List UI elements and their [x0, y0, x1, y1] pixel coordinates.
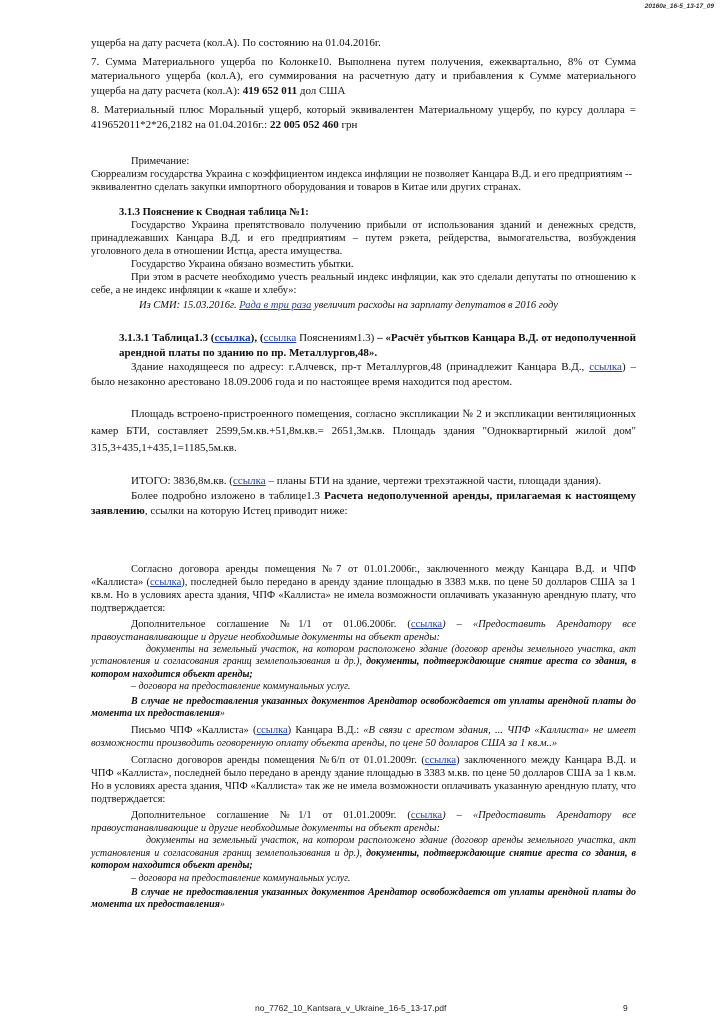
text: Здание находящееся по адресу: г.Алчевск, пр-т Металлургов,48 (принадлежит Канцара В.Д., [131, 361, 585, 373]
table-link[interactable]: ссылка [214, 332, 251, 344]
media-quote [91, 299, 636, 312]
paragraph-item-7 [91, 55, 636, 99]
text: , ссылки на которую Истец приводит ниже: [144, 505, 348, 517]
quote-utilities-2009: – договора на предоставление коммунальных услуг. [131, 872, 351, 884]
media-link[interactable]: Рада в три раза [239, 300, 312, 311]
paragraph-addendum-2009 [91, 809, 636, 835]
amount-usd: 419 652 011 [242, 84, 298, 97]
text: 3.1.3.1 Таблица1.3 ( [119, 332, 215, 344]
lease-2006-link[interactable]: ссылка [150, 577, 182, 588]
text: дол США [299, 84, 346, 97]
text: В случае не предоставления указанных документов Арендатор освобождается от уплаты арендной платы до момента их предоставления [91, 695, 636, 720]
text: документы на земельный участок, на котором расположено здание (договор аренды земельного участка, акт установления и согласования границ землепользования и др.), [91, 644, 636, 668]
text: ) – «Предоставить Арендатору все правоустанавливающие и другие необходимые документы на объект аренды: [91, 619, 636, 643]
text: «В связи с арестом здания, ... ЧПФ «Каллиста» не имеет возможности производить оговоренную оплату объекта аренды, по цене 50 долларов США за 1 кв.м..» [91, 725, 637, 750]
text: документы, подтверждающие снятие ареста со здания, в котором находится объект аренды; [91, 656, 636, 680]
quote-documents-2009 [91, 835, 636, 872]
text: Дополнительное соглашение №1/1 от 01.06.2006г. ( [131, 619, 411, 630]
ownership-link[interactable]: ссылка [589, 361, 622, 373]
quote-condition-2009 [91, 887, 636, 912]
text: ) – было незаконно арестовано 18.09.2006 года и по настоящее время находится под арестом. [91, 361, 636, 388]
paragraph-obstruction: Государство Украина препятствовало получению прибыли от использования зданий и денежных средств, принадлежавших Канцара В.Д. и его предприятиям – путем рэкета, рейдерства, вымогательства, возбуждения уголовного дела в отношении Истца, ареста имущества. [91, 220, 636, 257]
footer-filename: no_7762_10_Kantsara_v_Ukraine_16-5_13-17.pdf [255, 1003, 447, 1013]
addendum-2006-link[interactable]: ссылка [410, 619, 443, 630]
letter-link[interactable]: ссылка [256, 725, 288, 737]
text: Письмо ЧПФ «Каллиста» ( [131, 725, 257, 737]
quote-documents-2006 [91, 644, 636, 681]
note-text: Сюрреализм государства Украина с коэффициентом индекса инфляции не позволяет Канцара В.Д. и его предприятиям -- эквивалентно сделать закупки импортного оборудования и товаров в Китае или других странах. [91, 169, 632, 193]
explanation-link[interactable]: ссылка [263, 332, 297, 344]
text: » [219, 899, 225, 911]
text: Более подробно изложено в таблице1.3 [131, 490, 325, 502]
text: Пояснениям1.3) [296, 332, 375, 344]
paragraph-lease-2006 [91, 563, 636, 615]
paragraph-area: Площадь встроено-пристроенного помещения, согласно экспликации № 2 и экспликации вентиляционных камер БТИ, составляет 2599,5м.кв.+51,8м.кв.= 2651,3м.кв. Площадь здания "Одноквартирный жилой дом" 315,3+435,1+435,1=1185,5м.кв. [91, 408, 636, 454]
paragraph-lease-2009 [91, 754, 636, 806]
text: » [219, 708, 225, 720]
section-heading-3-1-3-1 [91, 331, 636, 360]
quote-utilities-2006: – договора на предоставление коммунальных услуг. [131, 681, 351, 693]
note-heading: Примечание: [131, 156, 190, 167]
text: ) – «Предоставить Арендатору все правоустанавливающие и другие необходимые документы на объект аренды: [91, 810, 636, 835]
amount-uah: 22 005 052 460 [269, 118, 339, 131]
text: – планы БТИ на здание, чертежи трехэтажной части, площади здания). [265, 475, 602, 487]
text: Согласно договора аренды помещения №7 от 01.01.2006г., заключенного между Канцара В.Д. и ЧПФ «Каллиста» ( [91, 564, 636, 588]
text: ущерба на дату расчета (кол.А). По состоянию на 01.04.2016г. [91, 37, 381, 49]
section-heading-3-1-3: 3.1.3 Пояснение к Сводная таблица №1: [119, 207, 309, 218]
paragraph-letter [91, 724, 636, 750]
text: ИТОГО: 3836,8м.кв. ( [131, 475, 233, 487]
addendum-2009-link[interactable]: ссылка [410, 810, 443, 822]
text: 8. Материальный плюс Моральный ущерб, который эквивалентен Материальному ущербу, по курсу доллара = 419652011*2*26,2182 на 01.04.2016г.: [91, 104, 636, 131]
text: Согласно договоров аренды помещения №6/п от 01.01.2009г. ( [131, 755, 425, 767]
text: ), последней было передано в аренду здание площадью в 3383 м.кв. по цене 50 долларов США за 1 кв.м. Но в условиях ареста здания, ЧПФ «Каллиста» не имела возможности оплачивать указанную арендную плату, что подтверждается: [91, 577, 636, 614]
paragraph-addendum-2006 [91, 618, 636, 644]
lease-2009-link[interactable]: ссылка [424, 755, 457, 767]
text: ) заключенного между Канцара В.Д. и ЧПФ «Каллиста», последней было передано в аренду здание площадью в 3383 м.кв. по цене 50 долларов США за 1 кв.м. Но в условиях ареста здания, ЧПФ «Каллиста» так же не имела возможности оплачивать указанную арендную плату, что подтверждается: [91, 755, 636, 806]
paragraph-building-address [91, 360, 636, 389]
text: документы, подтверждающие снятие ареста со здания, в котором находится объект аренды; [91, 847, 636, 872]
paragraph-details [91, 489, 636, 519]
paragraph-total-area [91, 474, 636, 489]
text: 7. Сумма Материального ущерба по Колонке10. Выполнена путем получения, ежеквартально, 8% от Сумма материального ущерба (кол.А), его суммирования на расчетную дату и прибавления к Сумме материального ущерба на дату расчета (кол.А): [91, 55, 636, 97]
text: В случае не предоставления указанных документов Арендатор освобождается от уплаты арендной платы до момента их предоставления [91, 887, 636, 911]
paragraph-item-8 [91, 103, 636, 132]
text: документы на земельный участок, на котором расположено здание (договор аренды земельного участка, акт установления и согласования границ землепользования и др.), [91, 835, 636, 859]
paragraph-damage-date [91, 36, 636, 51]
footer-page-number: 9 [623, 1003, 628, 1013]
text: грн [341, 118, 358, 131]
paragraph-compensation: Государство Украина обязано возместить убытки. [131, 259, 354, 270]
timestamp-stamp: 20160г_16-5_13-17_09 [644, 3, 714, 10]
text: ), ( [250, 332, 264, 344]
bti-plans-link[interactable]: ссылка [232, 475, 266, 487]
quote-condition-2006 [91, 696, 636, 721]
text: увеличит расходы на зарплату депутатов в 2016 году [314, 300, 558, 311]
text: – «Расчёт убытков Канцара В.Д. от недополученной арендной платы по зданию по пр. Металлургов,48». [119, 332, 637, 359]
text: Дополнительное соглашение №1/1 от 01.01.2009г. ( [131, 810, 411, 822]
paragraph-inflation: При этом в расчете необходимо учесть реальный индекс инфляции, как это сделали депутаты по отношению к себе, а не индекс инфляции к «каше и хлебу»: [91, 272, 636, 296]
text: Расчета недополученной аренды, прилагаемая к настоящему заявлению [91, 490, 637, 517]
text: ) Канцара В.Д.: [287, 725, 364, 737]
document-page [91, 36, 636, 912]
text: Из СМИ: 15.03.2016г. [139, 300, 237, 311]
